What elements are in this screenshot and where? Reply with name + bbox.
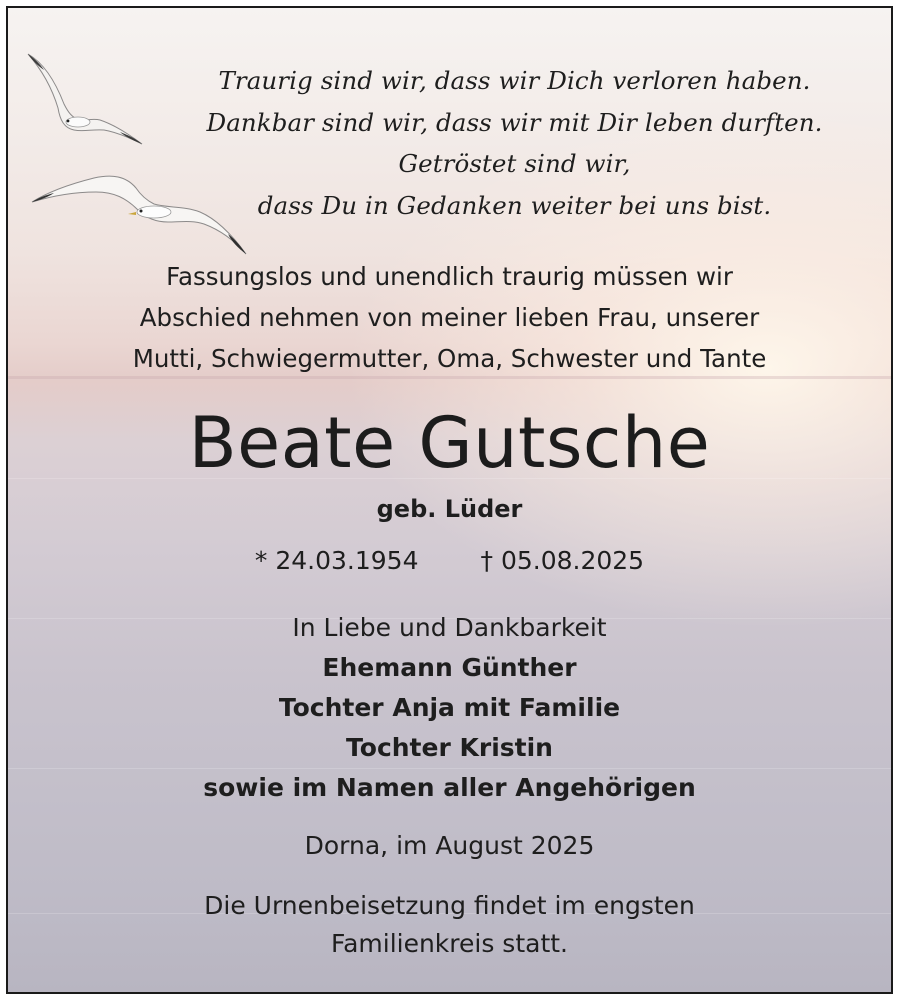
mourners-list xyxy=(8,608,891,808)
birth-date: * 24.03.1954 xyxy=(254,546,419,575)
poem-line: dass Du in Gedanken weiter bei uns bist. xyxy=(257,190,772,220)
mourners-intro: In Liebe und Dankbarkeit xyxy=(292,613,607,642)
announcement-line: Mutti, Schwiegermutter, Oma, Schwester und Tante xyxy=(132,344,767,373)
burial-notice-line: Familienkreis statt. xyxy=(330,929,569,958)
maiden-name: geb. Lüder xyxy=(376,495,523,523)
burial-notice xyxy=(8,887,891,963)
mourner-name: Tochter Anja mit Familie xyxy=(278,693,621,722)
announcement-text xyxy=(8,256,891,379)
burial-notice-line: Die Urnenbeisetzung findet im engsten xyxy=(204,891,695,920)
deceased-name: Beate Gutsche xyxy=(188,402,711,484)
seagull-icon xyxy=(28,54,142,144)
announcement-line: Fassungslos und unendlich traurig müssen wir xyxy=(166,262,733,291)
mourner-name: Ehemann Günther xyxy=(322,653,577,682)
poem-line: Dankbar sind wir, dass wir mit Dir leben durften. xyxy=(206,107,823,137)
poem-line: Getröstet sind wir, xyxy=(398,149,631,178)
mourner-name: sowie im Namen aller Angehörigen xyxy=(203,773,696,802)
poem-line: Traurig sind wir, dass wir Dich verloren haben. xyxy=(218,66,811,95)
obituary-card xyxy=(6,6,893,994)
announcement-line: Abschied nehmen von meiner lieben Frau, unserer xyxy=(139,303,760,332)
mourner-name: Tochter Kristin xyxy=(346,733,553,762)
death-date: † 05.08.2025 xyxy=(480,546,645,575)
life-dates xyxy=(8,541,891,581)
memorial-poem xyxy=(138,60,891,226)
place-and-date: Dorna, im August 2025 xyxy=(304,831,595,860)
